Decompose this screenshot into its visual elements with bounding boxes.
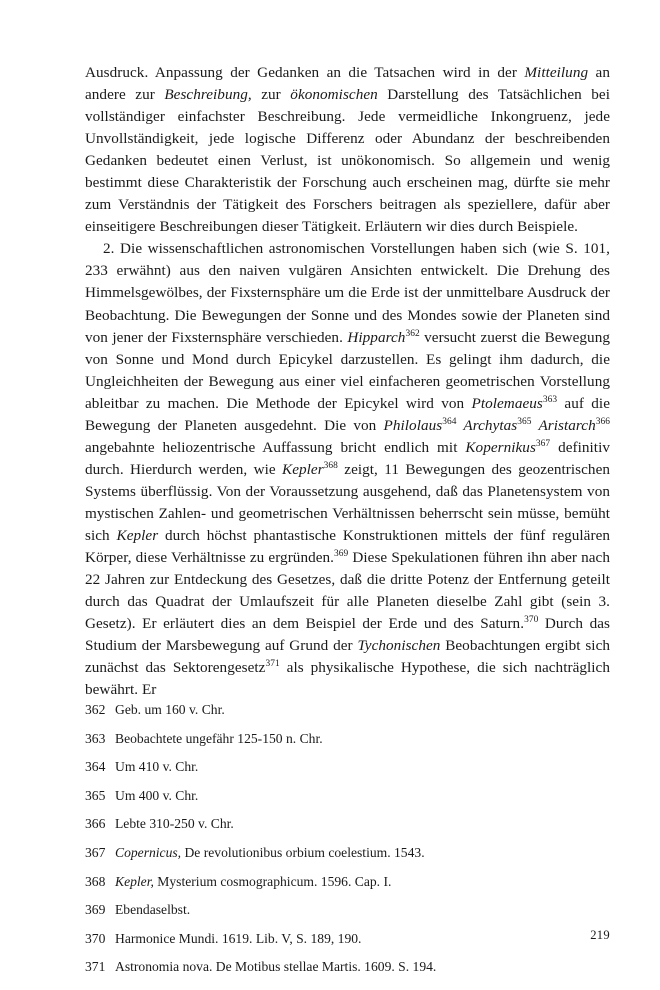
footnote-row — [85, 810, 610, 839]
text-run: Darstellung des Tatsächlichen bei vollständiger einfachster Beschreibung. Jede vermeidliche Inkongruenz, jede Unvollständigkeit, jede logische Differenz oder Abundanz der beschreibenden Gedanken bedeutet einen Verlust, ist unökonomisch. So allgemein und wenig bestimmt diese Charakteristik der Forschung auch erscheinen mag, dürfte sie mehr zum Verständnis der Tätigkeit des Forschers beitragen als speziellere, dafür aber einseitigere Beschreibungen dieser Tätigkeit. Erläutern wir dies durch Beispiele. — [85, 86, 610, 236]
italic-run: Kepler — [282, 460, 324, 478]
text-run: De revolutionibus orbium coelestium. 1543. — [181, 844, 425, 860]
text-run: als physikalische Hypothese, die sich nachträglich bewährt. Er — [85, 659, 610, 699]
text-run: Diese Spekulationen führen ihn aber nach 22 Jahren zur Entdeckung des Gesetzes, daß die dritte Potenz der Entfernung geteilt durch das Quadrat der Umlaufszeit für alle Planeten dieselbe Zahl gibt (sein 3. Gesetz). Er erläutert dies an dem Beispiel der Erde und des Saturn. — [85, 549, 610, 633]
footnote-reference: 367 — [535, 438, 551, 449]
footnote-row — [85, 839, 610, 868]
text-run: Harmonice Mundi. 1619. Lib. V, S. 189, 190. — [115, 930, 362, 946]
footnote-number: 366 — [85, 816, 106, 832]
footnote-number: 363 — [85, 730, 106, 746]
text-run: definitiv durch. Hierdurch werden, wie — [85, 438, 610, 478]
text-run: auf die Bewegung der Planeten ausgedehnt. Die von — [85, 394, 610, 434]
footnote-row — [85, 953, 610, 982]
text-run: zeigt, 11 Bewegungen des geozentrischen Systems überflüssig. Von der Voraussetzung ausgehend, daß das Planetensystem von mystischen Zahlen- und geometrischen Verhältnissen beherrscht sein müsse, bemüht sich — [85, 460, 610, 544]
footnote-reference: 366 — [595, 416, 610, 427]
footnote-text — [115, 725, 610, 754]
footnote-row — [85, 782, 610, 811]
text-run: zur — [251, 86, 291, 104]
text-run: Lebte 310-250 v. Chr. — [115, 816, 234, 832]
text-run: durch höchst phantastische Konstruktionen mittels der fünf regulären Körper, diese Verhältnisse zu ergründen. — [85, 526, 610, 567]
body-paragraphs — [85, 62, 610, 701]
italic-run: Kopernikus — [465, 438, 536, 456]
footnote-number: 368 — [85, 873, 106, 889]
text-run: angebahnte heliozentrische Auffassung bricht endlich mit — [85, 438, 466, 456]
italic-run: Beschreibung, — [164, 86, 252, 104]
page-number: 219 — [590, 928, 610, 942]
italic-run: Mitteilung — [524, 64, 589, 81]
footnote-number: 362 — [85, 702, 106, 717]
footnote-text — [115, 782, 610, 811]
footnote-reference: 364 — [442, 416, 457, 427]
footnote-number: 369 — [85, 902, 106, 918]
text-run: Beobachtete ungefähr 125-150 n. Chr. — [115, 730, 323, 746]
body-paragraph — [85, 62, 610, 238]
footnote-row — [85, 896, 610, 925]
footnote-reference: 370 — [524, 615, 539, 626]
footnote-row — [85, 753, 610, 782]
text-run: Geb. um 160 v. Chr. — [115, 702, 225, 717]
italic-run: Aristarch — [531, 416, 596, 434]
footnote-reference: 363 — [542, 394, 558, 405]
italic-run: Tychonischen — [357, 637, 441, 655]
footnote-number: 371 — [85, 959, 106, 975]
footnote-text — [115, 839, 610, 868]
text-run: Durch das Studium der Marsbewegung auf Grund der — [85, 615, 610, 655]
footnote-number: 370 — [85, 930, 106, 946]
text-run: Um 410 v. Chr. — [115, 759, 199, 775]
footnote-row — [85, 868, 610, 897]
footnote-reference: 371 — [265, 659, 280, 670]
text-run: Ausdruck. Anpassung der Gedanken an die Tatsachen wird in der — [85, 64, 525, 81]
footnote-reference: 369 — [334, 549, 349, 560]
italic-run: Kepler, — [115, 873, 154, 889]
footnote-text — [115, 696, 610, 725]
body-paragraph — [85, 238, 610, 701]
footnote-reference: 362 — [405, 328, 420, 339]
footnote-number: 367 — [85, 844, 106, 860]
text-run: Astronomia nova. De Motibus stellae Martis. 1609. S. 194. — [115, 959, 437, 975]
italic-run: Philolaus — [383, 416, 443, 434]
footnote-row — [85, 696, 610, 725]
text-run: Mysterium cosmographicum. 1596. Cap. I. — [153, 873, 392, 889]
italic-run: ökonomischen — [290, 86, 378, 104]
footnote-reference: 368 — [323, 461, 338, 472]
text-run: Um 400 v. Chr. — [115, 787, 199, 803]
italic-run: Copernicus, — [115, 844, 182, 860]
footnote-text — [115, 753, 610, 782]
footnote-text — [115, 810, 610, 839]
text-run: Ebendaselbst. — [115, 902, 191, 918]
footnote-text — [115, 953, 610, 982]
text-run: an andere zur — [85, 64, 610, 104]
footnote-reference: 365 — [517, 416, 532, 427]
italic-run: Ptolemaeus — [471, 394, 543, 412]
body-text-block — [85, 62, 610, 701]
footnote-row — [85, 725, 610, 754]
footnote-number: 365 — [85, 787, 106, 803]
text-run: versucht zuerst die Bewegung von Sonne und Mond durch Epicykel darzustellen. Es gelingt ihm dadurch, die Ungleichheiten der Bewegung aus einer viel einfacheren geometrischen Vorstellung ableitbar zu machen. Die Methode der Epicykel wird von — [85, 328, 610, 412]
text-run: Beobachtungen ergibt sich zunächst das Sektorengesetz — [85, 637, 610, 677]
text-run: 2. Die wissenschaftlichen astronomischen Vorstellungen haben sich (wie S. 101, 233 erwähnt) aus den naiven vulgären Ansichten entwickelt. Die Drehung des Himmelsgewölbes, der Fixsternsphäre um die Erde ist der unmittelbare Ausdruck der Beobachtung. Die Bewegungen der Sonne und des Mondes sowie der Planeten sind von jener der Fixsternsphäre verschieden. — [85, 240, 610, 346]
italic-run: Archytas — [456, 416, 518, 434]
footnote-text — [115, 896, 610, 925]
italic-run: Hipparch — [347, 328, 406, 346]
footnote-text — [115, 868, 610, 897]
footnote-number: 364 — [85, 759, 106, 775]
italic-run: Kepler — [116, 526, 159, 544]
